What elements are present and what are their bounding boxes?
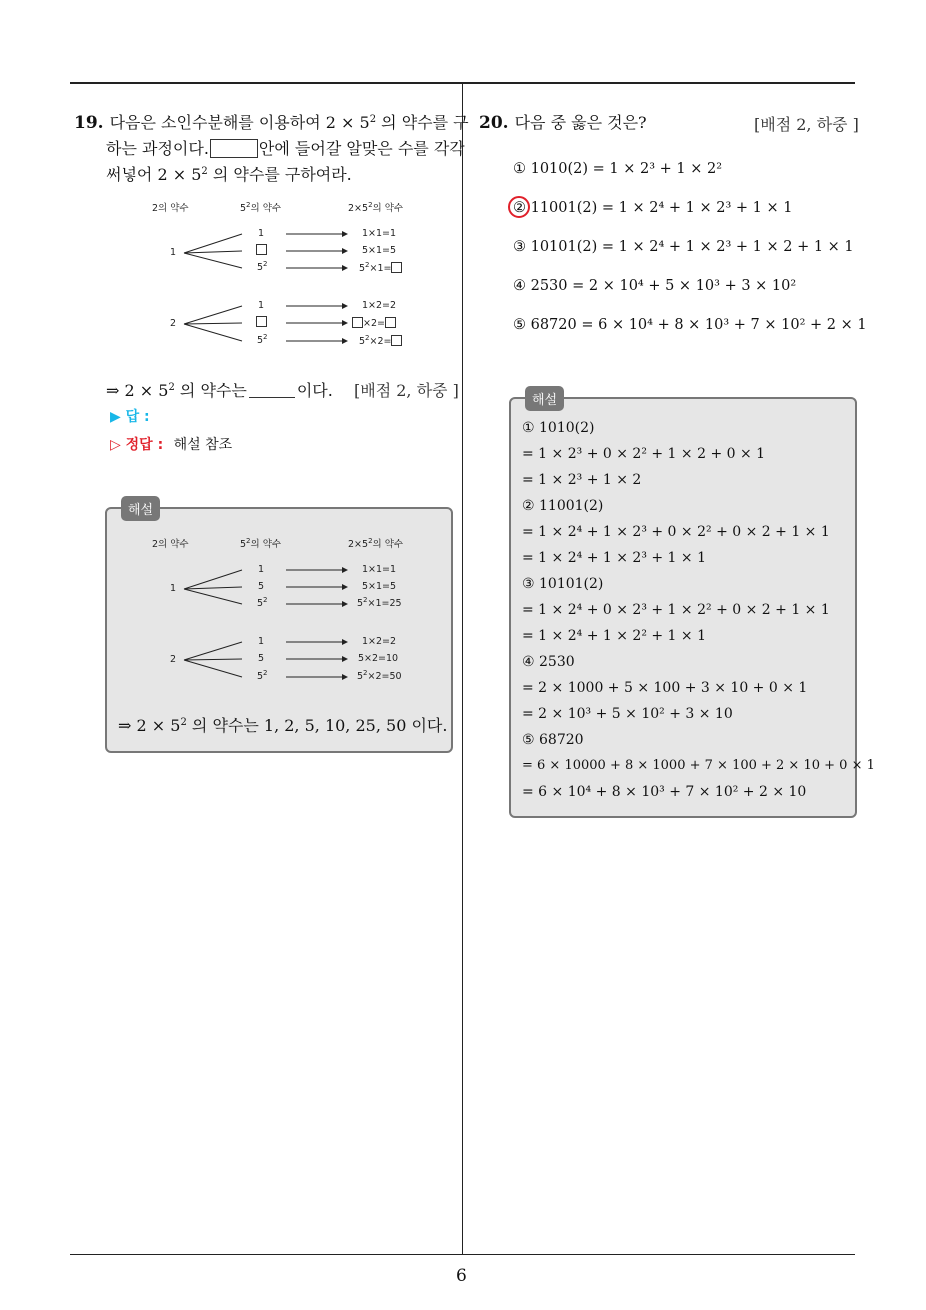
sol-tree-res-1c: $5^2\times 1=25$ bbox=[357, 596, 402, 609]
choice-3[interactable]: ③ 10101(2) = 1 × 2⁴ + 1 × 2³ + 1 × 2 + 1 × 1 bbox=[513, 239, 854, 255]
tree-mid-2b-box bbox=[256, 316, 267, 327]
result-blank bbox=[249, 384, 295, 398]
page-number: 6 bbox=[456, 1266, 467, 1286]
q20-prompt: 다음 중 옳은 것은? bbox=[514, 113, 647, 132]
sol-tree-res-2b: 5×2=10 bbox=[358, 653, 399, 664]
tree-lines bbox=[140, 196, 440, 356]
tree-header-2: $5^2$의 약수 bbox=[240, 201, 282, 214]
tree-res-2b: ×2= bbox=[352, 317, 396, 329]
sol-tree-mid-1a: 1 bbox=[258, 564, 265, 575]
q20-sol-line-10: ④ 2530 bbox=[522, 654, 575, 670]
sol-tree-mid-2c: $5^2$ bbox=[257, 669, 268, 682]
q19-line-2: 하는 과정이다. 안에 들어갈 알맞은 수를 각각 bbox=[106, 139, 465, 158]
tree-mid-2a: 1 bbox=[258, 300, 265, 311]
tree-res-2a: 1×2=2 bbox=[362, 300, 397, 311]
sol-tree-res-2c: $5^2\times 2=50$ bbox=[357, 669, 402, 682]
sol-tree-res-2a: 1×2=2 bbox=[362, 636, 397, 647]
q19-line-3: 써넣어 $2 \times 5^2$ 의 약수를 구하여라. bbox=[106, 165, 352, 184]
q19-solution-tag: 해설 bbox=[121, 496, 160, 521]
q20-sol-line-7: ③ 10101(2) bbox=[522, 576, 604, 592]
solution-tree-lines bbox=[140, 532, 440, 692]
sol-tree-header-3: $2\times 5^2$의 약수 bbox=[348, 537, 404, 550]
tree-header-1: 2의 약수 bbox=[152, 203, 189, 214]
q19-line-1: 19. 다음은 소인수분해를 이용하여 $2 \times 5^2$ 의 약수를 구 bbox=[74, 113, 469, 133]
q19-answer-label: ▶ 답 : bbox=[110, 409, 150, 425]
q20-sol-line-12: = 2 × 10³ + 5 × 10² + 3 × 10 bbox=[522, 706, 733, 722]
tree-mid-1b-box bbox=[256, 244, 267, 255]
q19-correct-answer: ▷ 정답 : 해설 참조 bbox=[110, 437, 233, 453]
q19-number: 19. bbox=[74, 113, 104, 133]
sol-tree-mid-1c: $5^2$ bbox=[257, 596, 268, 609]
sol-tree-header-2: $5^2$의 약수 bbox=[240, 537, 282, 550]
tree-res-1b: 5×1=5 bbox=[362, 245, 397, 256]
sol-tree-header-1: 2의 약수 bbox=[152, 539, 189, 550]
q19-result-line: ⇒ $2 \times 5^2$ 의 약수는 이다. bbox=[106, 381, 333, 400]
q20-sol-line-3: = 1 × 2³ + 1 × 2 bbox=[522, 472, 642, 488]
sol-tree-mid-1b: 5 bbox=[258, 581, 265, 592]
column-divider bbox=[462, 83, 463, 1255]
q19-divisor-tree bbox=[140, 196, 440, 356]
q20-solution-tag: 해설 bbox=[525, 386, 564, 411]
q20-sol-line-9: = 1 × 2⁴ + 1 × 2² + 1 × 1 bbox=[522, 628, 707, 644]
sol-tree-res-1a: 1×1=1 bbox=[362, 564, 397, 575]
q20-sol-line-14: = 6 × 10000 + 8 × 1000 + 7 × 100 + 2 × 10 + 0 × 1 bbox=[522, 758, 875, 773]
tree-header-3: $2\times 5^2$의 약수 bbox=[348, 201, 404, 214]
sol-tree-res-1b: 5×1=5 bbox=[362, 581, 397, 592]
choice-1[interactable]: ① 1010(2) = 1 × 2³ + 1 × 2² bbox=[513, 161, 723, 177]
tree-root-2: 2 bbox=[170, 318, 177, 329]
q20-prompt-line bbox=[479, 110, 647, 133]
choice-4[interactable]: ④ 2530 = 2 × 10⁴ + 5 × 10³ + 3 × 10² bbox=[513, 278, 797, 294]
q19-score: [배점 2, 하중 ] bbox=[354, 381, 459, 400]
sol-tree-root-1: 1 bbox=[170, 583, 177, 594]
q20-sol-line-15: = 6 × 10⁴ + 8 × 10³ + 7 × 10² + 2 × 10 bbox=[522, 784, 807, 800]
q19-solution-tree bbox=[140, 532, 440, 692]
q20-number: 20. bbox=[479, 113, 509, 133]
q20-sol-line-5: = 1 × 2⁴ + 1 × 2³ + 0 × 2² + 0 × 2 + 1 × 1 bbox=[522, 524, 830, 540]
tree-root-1: 1 bbox=[170, 247, 177, 258]
q20-sol-line-8: = 1 × 2⁴ + 0 × 2³ + 1 × 2² + 0 × 2 + 1 × 1 bbox=[522, 602, 830, 618]
q20-score: [배점 2, 하중 ] bbox=[754, 115, 859, 134]
choice-2[interactable]: ② 11001(2) = 1 × 2⁴ + 1 × 2³ + 1 × 1 bbox=[513, 200, 793, 216]
tree-mid-1a: 1 bbox=[258, 228, 265, 239]
sol-tree-root-2: 2 bbox=[170, 654, 177, 665]
q20-sol-line-13: ⑤ 68720 bbox=[522, 732, 584, 748]
tree-res-1c: $5^2\times 1=$ bbox=[359, 262, 402, 274]
q20-sol-line-11: = 2 × 1000 + 5 × 100 + 3 × 10 + 0 × 1 bbox=[522, 680, 808, 696]
q20-sol-line-6: = 1 × 2⁴ + 1 × 2³ + 1 × 1 bbox=[522, 550, 707, 566]
q19-solution-result: ⇒ $2 \times 5^2$ 의 약수는 1, 2, 5, 10, 25, 50 이다. bbox=[118, 716, 448, 735]
tree-res-2c: $5^2\times 2=$ bbox=[359, 335, 402, 347]
q20-sol-line-2: = 1 × 2³ + 0 × 2² + 1 × 2 + 0 × 1 bbox=[522, 446, 766, 462]
answer-blank-box bbox=[210, 139, 258, 158]
sol-tree-mid-2b: 5 bbox=[258, 653, 265, 664]
bottom-rule bbox=[70, 1254, 855, 1255]
tree-res-1a: 1×1=1 bbox=[362, 228, 397, 239]
tree-mid-2c: $5^2$ bbox=[257, 333, 268, 346]
q20-sol-line-1: ① 1010(2) bbox=[522, 420, 595, 436]
q20-sol-line-4: ② 11001(2) bbox=[522, 498, 604, 514]
tree-mid-1c: $5^2$ bbox=[257, 260, 268, 273]
choice-5[interactable]: ⑤ 68720 = 6 × 10⁴ + 8 × 10³ + 7 × 10² + 2 × 1 bbox=[513, 317, 867, 333]
sol-tree-mid-2a: 1 bbox=[258, 636, 265, 647]
